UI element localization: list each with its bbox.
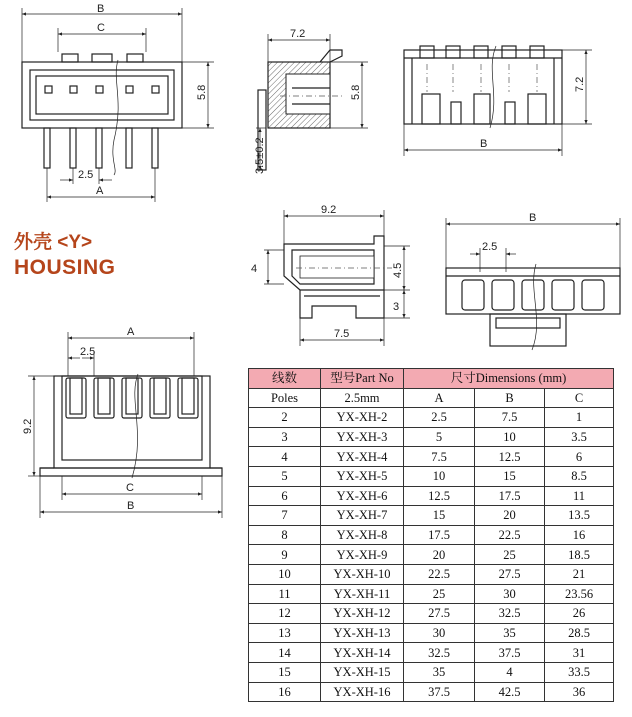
subheader-A: A — [404, 388, 475, 408]
cell-part-no: YX-XH-13 — [321, 623, 404, 643]
cell-B: 12.5 — [475, 447, 545, 467]
table-row — [249, 584, 614, 604]
dim-back-B-label: B — [480, 138, 488, 150]
cell-A: 10 — [404, 466, 475, 486]
cell-B: 15 — [475, 466, 545, 486]
table-subheader-row — [249, 388, 614, 408]
cell-A: 32.5 — [404, 643, 475, 663]
title-english: HOUSING — [14, 256, 116, 279]
dim-pitch-label: 2.5 — [78, 169, 94, 181]
cell-B: 42.5 — [475, 682, 545, 702]
table-row — [249, 427, 614, 447]
cell-A: 17.5 — [404, 525, 475, 545]
header-partno: 型号Part No — [321, 369, 404, 389]
dim-back-height-label: 7.2 — [574, 76, 586, 92]
cell-part-no: YX-XH-10 — [321, 564, 404, 584]
cell-C: 36 — [545, 682, 614, 702]
cell-C: 28.5 — [545, 623, 614, 643]
subheader-pitch: 2.5mm — [321, 388, 404, 408]
cell-part-no: YX-XH-14 — [321, 643, 404, 663]
subheader-C: C — [545, 388, 614, 408]
table-row — [249, 643, 614, 663]
dim-depth-label: 7.2 — [290, 28, 306, 40]
cell-poles: 12 — [249, 604, 321, 624]
cell-poles: 8 — [249, 525, 321, 545]
cell-B: 20 — [475, 506, 545, 526]
dim-bl-B-label: B — [127, 500, 135, 512]
cell-A: 20 — [404, 545, 475, 565]
cell-A: 5 — [404, 427, 475, 447]
cell-C: 13.5 — [545, 506, 614, 526]
dim-C-label: C — [97, 22, 105, 34]
cell-B: 17.5 — [475, 486, 545, 506]
dim-pin-length-label: 3.5±0.2 — [254, 137, 266, 174]
side-section-view — [254, 28, 368, 174]
cell-A: 30 — [404, 623, 475, 643]
dim-B-label: B — [97, 3, 105, 15]
cell-C: 26 — [545, 604, 614, 624]
cell-B: 4 — [475, 662, 545, 682]
cell-poles: 15 — [249, 662, 321, 682]
back-view — [404, 46, 592, 156]
cell-poles: 14 — [249, 643, 321, 663]
dim-bl-A-label: A — [127, 326, 135, 338]
table-row — [249, 662, 614, 682]
table-row — [249, 682, 614, 702]
dim-bl-pitch-label: 2.5 — [80, 346, 96, 358]
table-row — [249, 506, 614, 526]
front-view-top — [22, 3, 214, 202]
table-row — [249, 545, 614, 565]
subheader-B: B — [475, 388, 545, 408]
cell-part-no: YX-XH-6 — [321, 486, 404, 506]
cell-C: 6 — [545, 447, 614, 467]
cell-part-no: YX-XH-2 — [321, 408, 404, 428]
dim-A-label: A — [96, 185, 104, 197]
cell-A: 15 — [404, 506, 475, 526]
cell-B: 25 — [475, 545, 545, 565]
dim-mid-bottom-label: 7.5 — [334, 328, 350, 340]
cell-C: 1 — [545, 408, 614, 428]
cell-part-no: YX-XH-16 — [321, 682, 404, 702]
cell-A: 7.5 — [404, 447, 475, 467]
cell-part-no: YX-XH-8 — [321, 525, 404, 545]
cell-part-no: YX-XH-12 — [321, 604, 404, 624]
cell-B: 7.5 — [475, 408, 545, 428]
dim-bl-height-label: 9.2 — [22, 418, 34, 434]
table-row — [249, 486, 614, 506]
cell-part-no: YX-XH-7 — [321, 506, 404, 526]
cell-A: 22.5 — [404, 564, 475, 584]
bottom-view-right — [446, 212, 620, 350]
cell-A: 27.5 — [404, 604, 475, 624]
cell-part-no: YX-XH-3 — [321, 427, 404, 447]
cell-B: 27.5 — [475, 564, 545, 584]
table-row — [249, 623, 614, 643]
cell-C: 31 — [545, 643, 614, 663]
cell-B: 30 — [475, 584, 545, 604]
cell-A: 2.5 — [404, 408, 475, 428]
cell-C: 16 — [545, 525, 614, 545]
cell-part-no: YX-XH-11 — [321, 584, 404, 604]
cell-A: 37.5 — [404, 682, 475, 702]
cell-C: 23.56 — [545, 584, 614, 604]
front-view-bottom — [22, 326, 222, 518]
cell-poles: 5 — [249, 466, 321, 486]
cell-poles: 11 — [249, 584, 321, 604]
table-row — [249, 525, 614, 545]
table-row — [249, 408, 614, 428]
subheader-poles: Poles — [249, 388, 321, 408]
cell-poles: 3 — [249, 427, 321, 447]
dim-mr-pitch-label: 2.5 — [482, 241, 498, 253]
cell-poles: 2 — [249, 408, 321, 428]
cell-B: 10 — [475, 427, 545, 447]
cell-B: 32.5 — [475, 604, 545, 624]
cell-C: 33.5 — [545, 662, 614, 682]
dim-height-label: 5.8 — [196, 84, 208, 100]
cell-C: 18.5 — [545, 545, 614, 565]
cell-B: 35 — [475, 623, 545, 643]
cell-C: 3.5 — [545, 427, 614, 447]
table-row — [249, 604, 614, 624]
cell-part-no: YX-XH-15 — [321, 662, 404, 682]
cell-poles: 9 — [249, 545, 321, 565]
dim-mid-left-label: 4 — [251, 263, 258, 275]
dimensions-table — [248, 368, 614, 702]
dim-bl-C-label: C — [126, 482, 134, 494]
cell-C: 21 — [545, 564, 614, 584]
table-row — [249, 466, 614, 486]
cell-part-no: YX-XH-9 — [321, 545, 404, 565]
cell-poles: 13 — [249, 623, 321, 643]
dim-mr-B-label: B — [529, 212, 537, 224]
cell-C: 8.5 — [545, 466, 614, 486]
dim-mid-right2-label: 3 — [393, 301, 400, 313]
cell-C: 11 — [545, 486, 614, 506]
cell-B: 22.5 — [475, 525, 545, 545]
cell-poles: 10 — [249, 564, 321, 584]
table-row — [249, 564, 614, 584]
cell-part-no: YX-XH-4 — [321, 447, 404, 467]
dim-mid-width-label: 9.2 — [321, 204, 337, 216]
cell-A: 35 — [404, 662, 475, 682]
header-dimensions: 尺寸Dimensions (mm) — [404, 369, 614, 389]
cell-part-no: YX-XH-5 — [321, 466, 404, 486]
cell-poles: 16 — [249, 682, 321, 702]
cell-B: 37.5 — [475, 643, 545, 663]
dim-side-height-label: 5.8 — [350, 84, 362, 100]
side-view-mid — [251, 204, 410, 346]
table-header-row — [249, 369, 614, 389]
cell-poles: 4 — [249, 447, 321, 467]
cell-poles: 6 — [249, 486, 321, 506]
table-row — [249, 447, 614, 467]
cell-A: 25 — [404, 584, 475, 604]
header-poles-cn: 线数 — [249, 369, 321, 389]
cell-poles: 7 — [249, 506, 321, 526]
title-chinese: 外壳 <Y> — [14, 232, 93, 253]
dim-mid-right-label: 4.5 — [392, 262, 404, 278]
cell-A: 12.5 — [404, 486, 475, 506]
